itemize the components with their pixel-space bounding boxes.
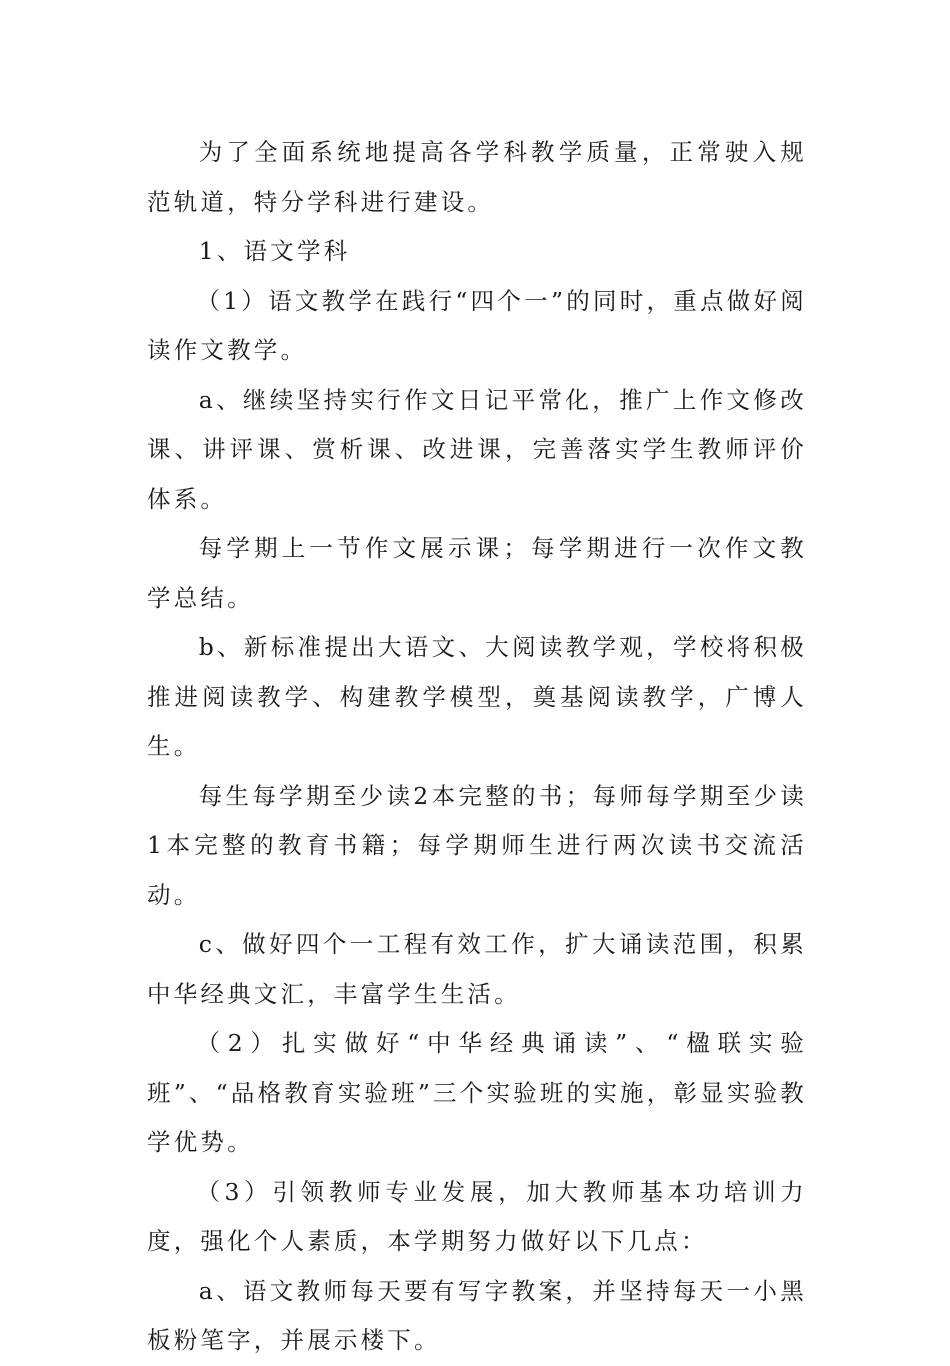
paragraph-item-1a: a、继续坚持实行作文日记平常化，推广上作文修改课、讲评课、赏析课、改进课，完善落实学生教师评价体系。	[147, 385, 807, 513]
paragraph-item-3a: a、语文教师每天要有写字教案，并坚持每天一小黑板粉笔字，并展示楼下。	[147, 1276, 807, 1354]
paragraph-intro: 为了全面系统地提高各学科教学质量，正常驶入规范轨道，特分学科进行建设。	[147, 138, 807, 216]
paragraph-item-1: （1）语文教学在践行“四个一”的同时，重点做好阅读作文教学。	[147, 286, 807, 364]
section-heading-chinese: 1、语文学科	[198, 237, 351, 265]
paragraph-item-1c: c、做好四个一工程有效工作，扩大诵读范围，积累中华经典文汇，丰富学生生活。	[147, 930, 807, 1008]
paragraph-item-1b: b、新标准提出大语文、大阅读教学观，学校将积极推进阅读教学、构建教学模型，奠基阅读教学，广博人生。	[147, 633, 807, 760]
paragraph-item-1a-detail: 每学期上一节作文展示课；每学期进行一次作文教学总结。	[147, 534, 807, 612]
paragraph-item-1b-detail: 每生每学期至少读2本完整的书；每师每学期至少读1本完整的教育书籍；每学期师生进行两次读书交流活动。	[147, 781, 807, 909]
paragraph-item-2: （2）扎实做好“中华经典诵读”、“楹联实验班”、“品格教育实验班”三个实验班的实施，彰显实验教学优势。	[147, 1029, 807, 1156]
document-body	[147, 128, 807, 1366]
paragraph-item-3: （3）引领教师专业发展，加大教师基本功培训力度，强化个人素质，本学期努力做好以下几点：	[147, 1177, 807, 1255]
